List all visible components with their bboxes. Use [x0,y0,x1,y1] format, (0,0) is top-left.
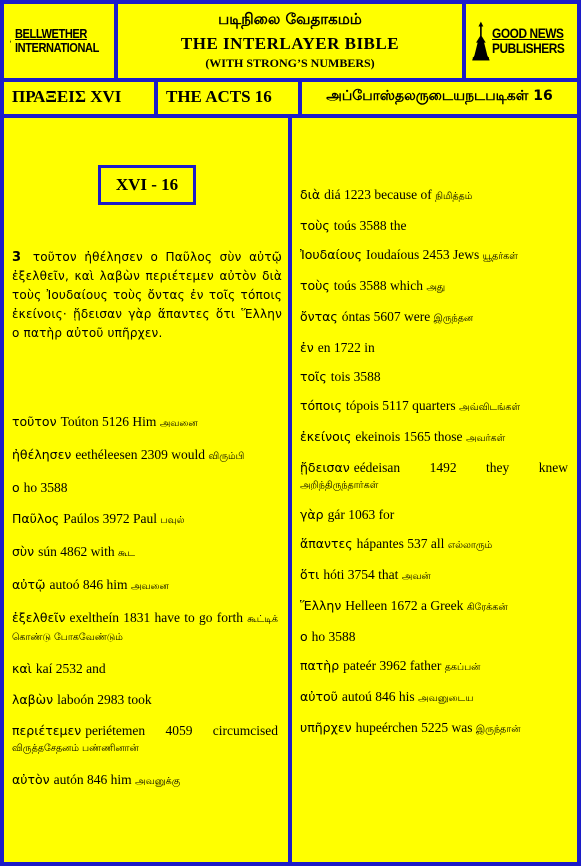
tamil-gloss: எல்லாரும் [447,540,493,551]
tamil-gloss: அவனை [130,581,169,592]
greek-word: πατὴρ [300,658,340,673]
word-entry [300,507,568,523]
right-column [292,118,577,862]
transliteration-strongs-gloss: eethéleesen 2309 would [75,447,206,462]
word-entry [12,414,278,432]
transliteration-strongs-gloss: óntas 5607 were [341,309,431,324]
transliteration-strongs-gloss: Paúlos 3972 Paul [63,511,158,526]
word-entry [300,536,568,554]
word-entry [300,309,568,327]
tamil-gloss: கிரேக்கன் [466,602,508,613]
tamil-gloss: அறிந்திருந்தார்கள் [300,480,379,491]
greek-word: ἐν [300,340,314,355]
tamil-gloss: அவன் [401,571,431,582]
word-entry [300,629,568,645]
transliteration-strongs-gloss: ho 3588 [23,480,68,495]
tamil-gloss: தகப்பன் [444,662,481,673]
tamil-gloss: அவ்விடங்கள் [459,402,521,413]
transliteration-strongs-gloss: autoó 846 him [49,577,128,592]
word-entry [12,772,278,790]
transliteration-strongs-gloss: tois 3588 [330,369,381,384]
bellwether-logo [4,4,114,78]
tamil-gloss: இருந்தன [433,313,474,324]
transliteration-strongs-gloss: kaí 2532 and [35,661,106,676]
word-entry [300,598,568,616]
tamil-gloss: அவர்கள் [465,433,506,444]
word-entry [300,340,568,356]
greek-word: περιέτεμεν [12,723,82,738]
greek-word: αὐτῷ [12,577,46,592]
word-entry [12,544,278,562]
greek-word: ἐξελθεῖν [12,610,66,625]
word-entry [12,577,278,595]
greek-word: αὐτοῦ [300,689,338,704]
word-entry [12,723,278,757]
word-entry [12,447,278,465]
word-entry [12,480,278,496]
left-logo-line-2: INTERNATIONAL [15,40,100,55]
transliteration-strongs-gloss: Ioudaíous 2453 Jews [365,247,480,262]
tamil-gloss: கூட [118,548,136,559]
transliteration-strongs-gloss: laboón 2983 took [57,692,152,707]
word-entry [300,658,568,676]
greek-word: διὰ [300,187,321,202]
greek-word: τοῦτον [12,414,57,429]
greek-word: λαβὼν [12,692,54,707]
word-entry [300,429,568,447]
word-entry [300,278,568,296]
word-entry [300,567,568,585]
book-title-greek: ΠΡΑΞΕΙΣ XVI [4,82,154,114]
transliteration-strongs-gloss: toús 3588 which [333,278,423,293]
greek-word: τοὺς [300,218,330,233]
tamil-gloss: அவனுடைய [418,693,474,704]
word-entry [12,661,278,677]
transliteration-strongs-gloss: tópois 5117 quarters [345,398,456,413]
right-logo-line-2: PUBLISHERS [491,40,565,56]
greek-word: ἐκείνοις [300,429,352,444]
right-word-list [300,187,568,751]
transliteration-strongs-gloss: Toúton 5126 Him [60,414,157,429]
transliteration-strongs-gloss: exeltheín 1831 have to go forth [69,610,243,625]
tamil-gloss: அவனுக்கு [135,776,181,787]
transliteration-strongs-gloss: toús 3588 the [333,218,407,233]
greek-word: τόποις [300,398,342,413]
title-subtitle: (WITH STRONG’S NUMBERS) [205,56,375,70]
transliteration-strongs-gloss: hápantes 537 all [356,536,445,551]
transliteration-strongs-gloss: Helleen 1672 a Greek [345,598,464,613]
good-news-icon [472,15,490,67]
greek-word: Ἰουδαίους [300,247,362,262]
greek-word: τοὺς [300,278,330,293]
tamil-gloss: அவனை [159,418,198,429]
left-logo-line-1: BELLWETHER [15,26,88,41]
word-entry [300,247,568,265]
tamil-gloss: பவுல் [160,515,185,526]
book-title-tamil: அப்போஸ்தலருடையநடபடிகள் 16 [302,82,577,114]
word-entry [12,511,278,529]
word-entry [12,692,278,708]
greek-word: Παῦλος [12,511,60,526]
transliteration-strongs-gloss: eédeisan 1492 they knew [353,460,568,475]
verse-greek-text: τοῦτον ἠθέλησεν ο Παῦλος σὺν αὐτῷ ἐξελθεῖν, καὶ λαβὼν περιέτεμεν αὐτὸν διὰ τοὺς Ἰουδαίους τοὺς ὄντας ἐν τοῖς τόποις ἐκείνοις· ᾔδεισαν γὰρ ἅπαντες ὅτι Ἕλλην ο πατὴρ αὐτοῦ υπῆρχεν. [12,250,282,340]
right-logo-line-1: GOOD NEWS [491,25,564,41]
left-column [4,118,288,862]
transliteration-strongs-gloss: gár 1063 for [327,507,395,522]
tamil-gloss: நிமித்தம் [435,191,473,202]
transliteration-strongs-gloss: autón 846 him [53,772,132,787]
word-entry [300,369,568,385]
greek-word: ο [12,480,20,495]
greek-word: ο [300,629,308,644]
transliteration-strongs-gloss: sún 4862 with [38,544,115,559]
bellwether-icon [10,15,11,67]
verse-number: 3 [12,250,22,265]
title-english: THE INTERLAYER BIBLE [180,34,400,53]
greek-word: ὄντας [300,309,338,324]
word-entry [300,460,568,494]
book-title-english: THE ACTS 16 [158,82,298,114]
chapter-reference: XVI - 16 [98,165,196,205]
greek-word: σὺν [12,544,35,559]
title-panel [118,4,462,78]
word-entry [300,398,568,416]
good-news-logo [466,4,577,78]
title-tamil: படிநிலை வேதாகமம் [218,10,362,28]
word-entry [300,689,568,707]
transliteration-strongs-gloss: diá 1223 because of [324,187,432,202]
greek-word: καὶ [12,661,32,676]
greek-word: ὅτι [300,567,320,582]
transliteration-strongs-gloss: hupeérchen 5225 was [355,720,473,735]
word-entry [12,610,278,646]
left-word-list [12,414,278,805]
word-entry [300,720,568,738]
transliteration-strongs-gloss: en 1722 in [317,340,375,355]
greek-word: αὐτὸν [12,772,50,787]
word-entry [300,187,568,205]
tamil-gloss: விருத்தசேதனம் பண்ணினான் [12,743,139,754]
tamil-gloss: விரும்பி [208,451,245,462]
greek-word: τοῖς [300,369,327,384]
transliteration-strongs-gloss: ekeinois 1565 those [355,429,463,444]
tamil-gloss: அது [426,282,446,293]
greek-word: Ἕλλην [300,598,342,613]
tamil-gloss: கூட்டிக் கொண்டு போகவேண்டும் [12,614,278,643]
tamil-gloss: யூதர்கள் [482,251,518,262]
tamil-gloss: இருந்தான் [475,724,521,735]
greek-word: ἅπαντες [300,536,353,551]
greek-word: ᾔδεισαν [300,460,350,475]
transliteration-strongs-gloss: periétemen 4059 circumcised [85,723,278,738]
transliteration-strongs-gloss: pateér 3962 father [343,658,442,673]
greek-word: υπῆρχεν [300,720,352,735]
verse-text-block [12,248,282,343]
greek-word: ἠθέλησεν [12,447,72,462]
transliteration-strongs-gloss: autoú 846 his [341,689,415,704]
greek-word: γὰρ [300,507,324,522]
transliteration-strongs-gloss: ho 3588 [311,629,356,644]
word-entry [300,218,568,234]
transliteration-strongs-gloss: hóti 3754 that [323,567,399,582]
